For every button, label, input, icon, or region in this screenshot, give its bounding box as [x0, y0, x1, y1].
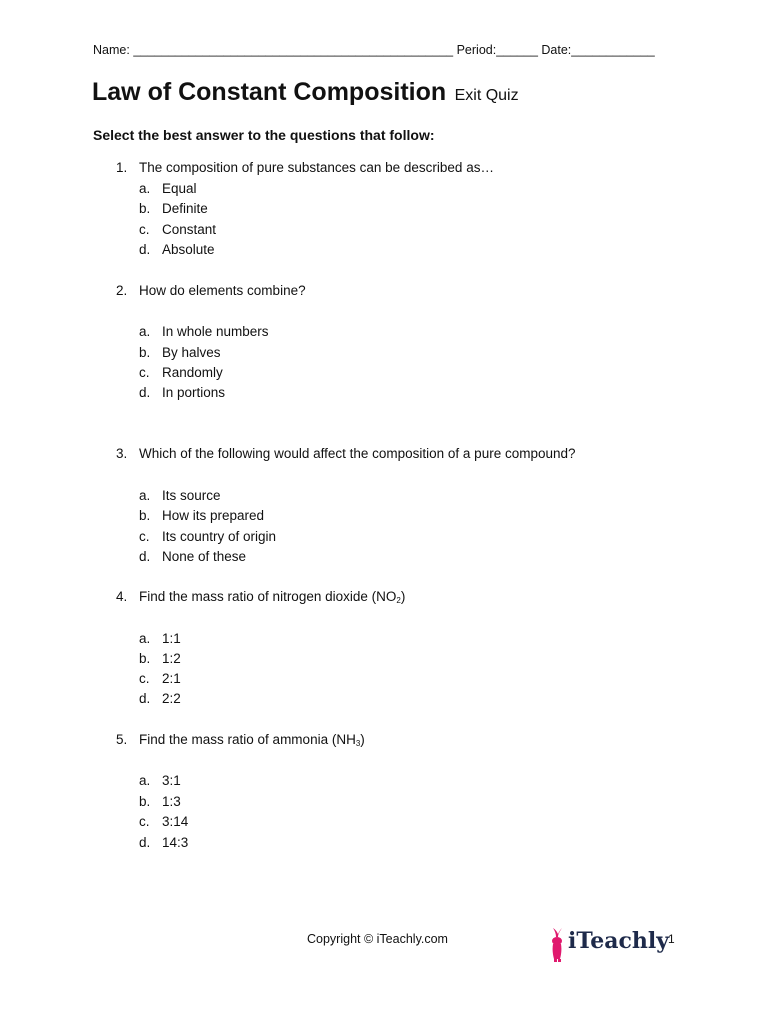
name-blank: ______________________________________________ — [133, 43, 454, 57]
mascot-icon — [548, 926, 568, 962]
option-letter: d. — [139, 691, 151, 706]
option-text: In whole numbers — [162, 324, 269, 339]
option-text: Its source — [162, 488, 221, 503]
page-title — [92, 78, 519, 107]
option-text: None of these — [162, 549, 247, 564]
question-text: Which of the following would affect the composition of a pure compound? — [139, 446, 576, 461]
option-letter: a. — [139, 488, 151, 503]
option-letter: d. — [139, 242, 151, 257]
option-text: 3:14 — [162, 814, 189, 829]
title-main: Law of Constant Composition — [92, 78, 447, 106]
date-label: Date: — [541, 43, 572, 57]
question-number: 3. — [116, 446, 128, 461]
question-text: The composition of pure substances can be described as… — [139, 160, 494, 175]
option-letter: c. — [139, 529, 150, 544]
option-text: 1:3 — [162, 794, 181, 809]
instructions: Select the best answer to the questions that follow: — [93, 127, 435, 143]
option-letter: b. — [139, 794, 151, 809]
option-text: Randomly — [162, 365, 223, 380]
option-letter: a. — [139, 773, 151, 788]
option-letter: d. — [139, 549, 151, 564]
option-letter: b. — [139, 345, 151, 360]
option-letter: c. — [139, 671, 150, 686]
logo-wordmark: iTeachly — [568, 928, 669, 954]
title-sub: Exit Quiz — [454, 87, 519, 104]
option-letter: c. — [139, 814, 150, 829]
iteachly-logo — [548, 926, 678, 962]
option-text: Constant — [162, 222, 217, 237]
option-letter: c. — [139, 222, 150, 237]
question-text: How do elements combine? — [139, 283, 306, 298]
option-text: 1:2 — [162, 651, 181, 666]
option-text: 3:1 — [162, 773, 181, 788]
option-text: 14:3 — [162, 835, 189, 850]
question-text-end: ) — [400, 589, 406, 604]
option-text: 2:1 — [162, 671, 181, 686]
name-label: Name: — [93, 43, 130, 57]
option-letter: b. — [139, 651, 151, 666]
question-text — [139, 589, 405, 605]
option-text: By halves — [162, 345, 221, 360]
option-text: In portions — [162, 385, 226, 400]
option-text: Definite — [162, 201, 208, 216]
question-text-end: ) — [360, 732, 365, 747]
question-text-main: Find the mass ratio of ammonia (NH — [139, 732, 356, 747]
question-text — [139, 732, 365, 748]
question-text-main: Find the mass ratio of nitrogen dioxide (NO — [139, 589, 397, 604]
option-text: Its country of origin — [162, 529, 277, 544]
option-letter: a. — [139, 324, 151, 339]
question-number: 5. — [116, 732, 128, 747]
option-text: 2:2 — [162, 691, 181, 706]
option-letter: c. — [139, 365, 150, 380]
option-letter: b. — [139, 508, 151, 523]
formula-subscript: 3 — [355, 739, 361, 748]
option-letter: a. — [139, 181, 151, 196]
option-text: Absolute — [162, 242, 215, 257]
copyright-text: Copyright © iTeachly.com — [307, 932, 448, 946]
option-text: 1:1 — [162, 631, 181, 646]
option-letter: d. — [139, 835, 151, 850]
period-blank: ______ — [496, 43, 538, 57]
option-letter: d. — [139, 385, 151, 400]
option-letter: a. — [139, 631, 151, 646]
formula-subscript: 2 — [396, 596, 401, 605]
option-text: How its prepared — [162, 508, 265, 523]
page-number: 1 — [668, 932, 675, 946]
option-text: Equal — [162, 181, 197, 196]
question-number: 1. — [116, 160, 128, 175]
student-info-line — [93, 43, 655, 57]
question-number: 2. — [116, 283, 128, 298]
option-letter: b. — [139, 201, 151, 216]
period-label: Period: — [456, 43, 497, 57]
question-number: 4. — [116, 589, 128, 604]
date-blank: ____________ — [571, 43, 655, 57]
